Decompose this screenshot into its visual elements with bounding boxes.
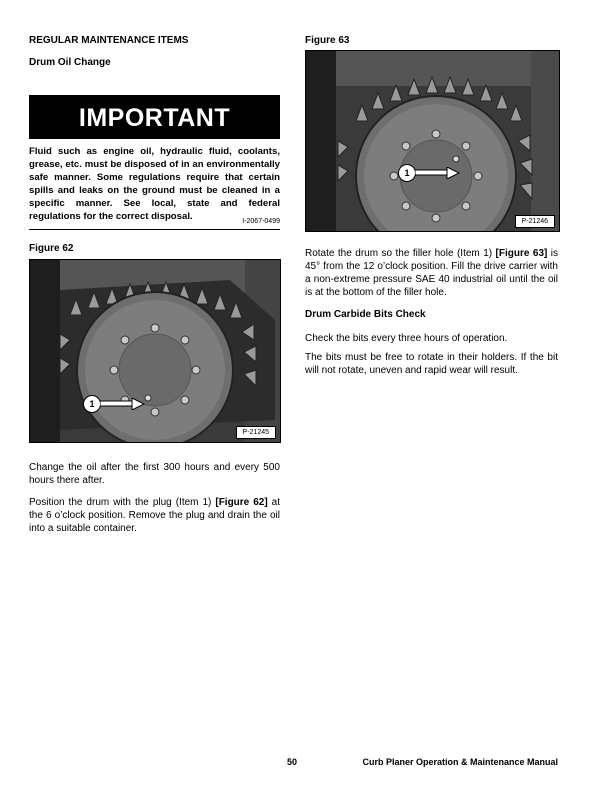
figure-63-photo-number: P-21246	[515, 215, 555, 228]
figure-63-reference: [Figure 63]	[495, 248, 548, 259]
paragraph-drain-oil-text-1: Position the drum with the plug (Item 1)	[29, 497, 216, 508]
figure-62-reference: [Figure 62]	[215, 497, 268, 508]
figure-63-callout: 1	[398, 164, 416, 182]
paragraph-drain-oil	[29, 496, 280, 535]
important-reference-code: I-2067-0499	[242, 218, 280, 225]
manual-title: Curb Planer Operation & Maintenance Manual	[362, 757, 558, 767]
drum-photo-image	[30, 260, 280, 442]
important-heading: IMPORTANT	[29, 95, 280, 139]
important-text: Fluid such as engine oil, hydraulic fluid, coolants, grease, etc. must be disposed of in an environmentally safe manner. Some regulations require that certain spills and leaks on the ground must be cleaned in a specific manner. See local, state and federal regulations for the correct disposal.	[29, 146, 280, 222]
subsection-title-drum-oil-change: Drum Oil Change	[29, 57, 111, 68]
figure-62-label: Figure 62	[29, 243, 74, 254]
figure-63-photo	[305, 50, 560, 232]
figure-62-photo	[29, 259, 281, 443]
paragraph-fill-oil-text-1: Rotate the drum so the filler hole (Item 1)	[305, 248, 496, 259]
figure-62-photo-number: P-21245	[236, 426, 276, 439]
paragraph-oil-change-interval: Change the oil after the first 300 hours and every 500 hours there after.	[29, 462, 280, 486]
arrow-right-icon	[100, 398, 145, 410]
arrow-right-icon	[415, 167, 460, 179]
subsection-title-carbide-bits: Drum Carbide Bits Check	[305, 309, 426, 320]
section-title: REGULAR MAINTENANCE ITEMS	[29, 35, 189, 46]
figure-63-label: Figure 63	[305, 35, 350, 46]
paragraph-fill-oil	[305, 247, 558, 299]
drum-photo-image	[306, 51, 559, 231]
divider	[29, 229, 280, 230]
page-number: 50	[287, 757, 298, 767]
figure-62-callout: 1	[83, 395, 101, 413]
paragraph-drain-oil-text-2: at the 6 o’clock position. Remove the plug and drain the oil into a suitable container.	[29, 497, 281, 534]
paragraph-check-bits: Check the bits every three hours of operation.	[305, 333, 508, 344]
paragraph-bits-rotate: The bits must be free to rotate in their holders. If the bit will not rotate, uneven and rapid wear will result.	[305, 352, 558, 376]
paragraph-fill-oil-text-2: is 45° from the 12 o’clock position. Fill the drive carrier with a non-extreme pressure SAE 40 industrial oil until the oil is at the bottom of the filler hole.	[305, 248, 559, 298]
